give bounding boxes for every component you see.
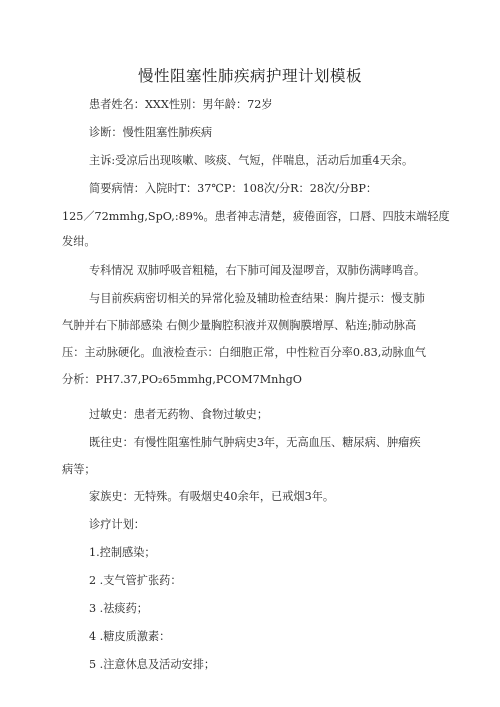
treatment-item-1: 1.控制感染； — [89, 546, 156, 559]
history-line-2: 病等； — [62, 463, 96, 476]
treatment-item-3: 3 .祛痰药； — [89, 602, 148, 615]
lab-results-line-3: 压：主动脉硬化。血液检查示：白细胞正常，中性粒百分率0.83,动脉血气 — [62, 346, 427, 359]
treatment-item-5: 5 .注意休息及活动安排； — [89, 658, 216, 671]
diagnosis-line: 诊断：慢性阻塞性肺疾病 — [89, 126, 213, 139]
history-line-1: 既往史：有慢性阻塞性肺气肿病史3年，无高血压、糖尿病、肿瘤疾 — [89, 436, 421, 449]
condition-line-2: 125／72mmhg,SpO,:89%。患者神志清楚，疲倦面容，口唇、四肢末端轻度 — [62, 210, 450, 223]
lab-results-line-2: 气肿并右下肺部感染 右侧少量胸腔积液并双侧胸膜增厚、粘连;肺动脉高 — [62, 319, 417, 332]
chief-complaint-line: 主诉:受凉后出现咳嗽、咳痰、气短，伴喘息，活动后加重4天余。 — [89, 154, 414, 167]
specialist-line: 专科情况 双肺呼吸音粗糙，右下肺可闻及湿啰音，双肺伤满哮鸣音。 — [89, 264, 426, 277]
condition-line-3: 发绀。 — [62, 235, 96, 248]
lab-results-line-4: 分析：PH7.37,PO₂65mmhg,PCOM7MnhgO — [62, 373, 302, 386]
treatment-item-2: 2 .支气管扩张药： — [89, 574, 182, 587]
condition-line-1: 简要病情：入院时T：37℃P：108次/分R：28次/分BP： — [89, 182, 378, 195]
patient-info-line: 患者姓名：XXX性别：男年龄：72岁 — [89, 98, 273, 111]
treatment-plan-heading: 诊疗计划： — [89, 518, 145, 531]
treatment-item-4: 4 .糖皮质激素： — [89, 630, 171, 643]
lab-results-line-1: 与目前疾病密切相关的异常化验及辅助检查结果：胸片提示：慢支肺 — [89, 292, 425, 305]
family-history-line: 家族史：无特殊。有吸烟史40余年，已戒烟3年。 — [89, 490, 335, 503]
document-title: 慢性阻塞性肺疾病护理计划模板 — [137, 67, 362, 85]
allergy-line: 过敏史：患者无药物、食物过敏史； — [89, 408, 269, 421]
